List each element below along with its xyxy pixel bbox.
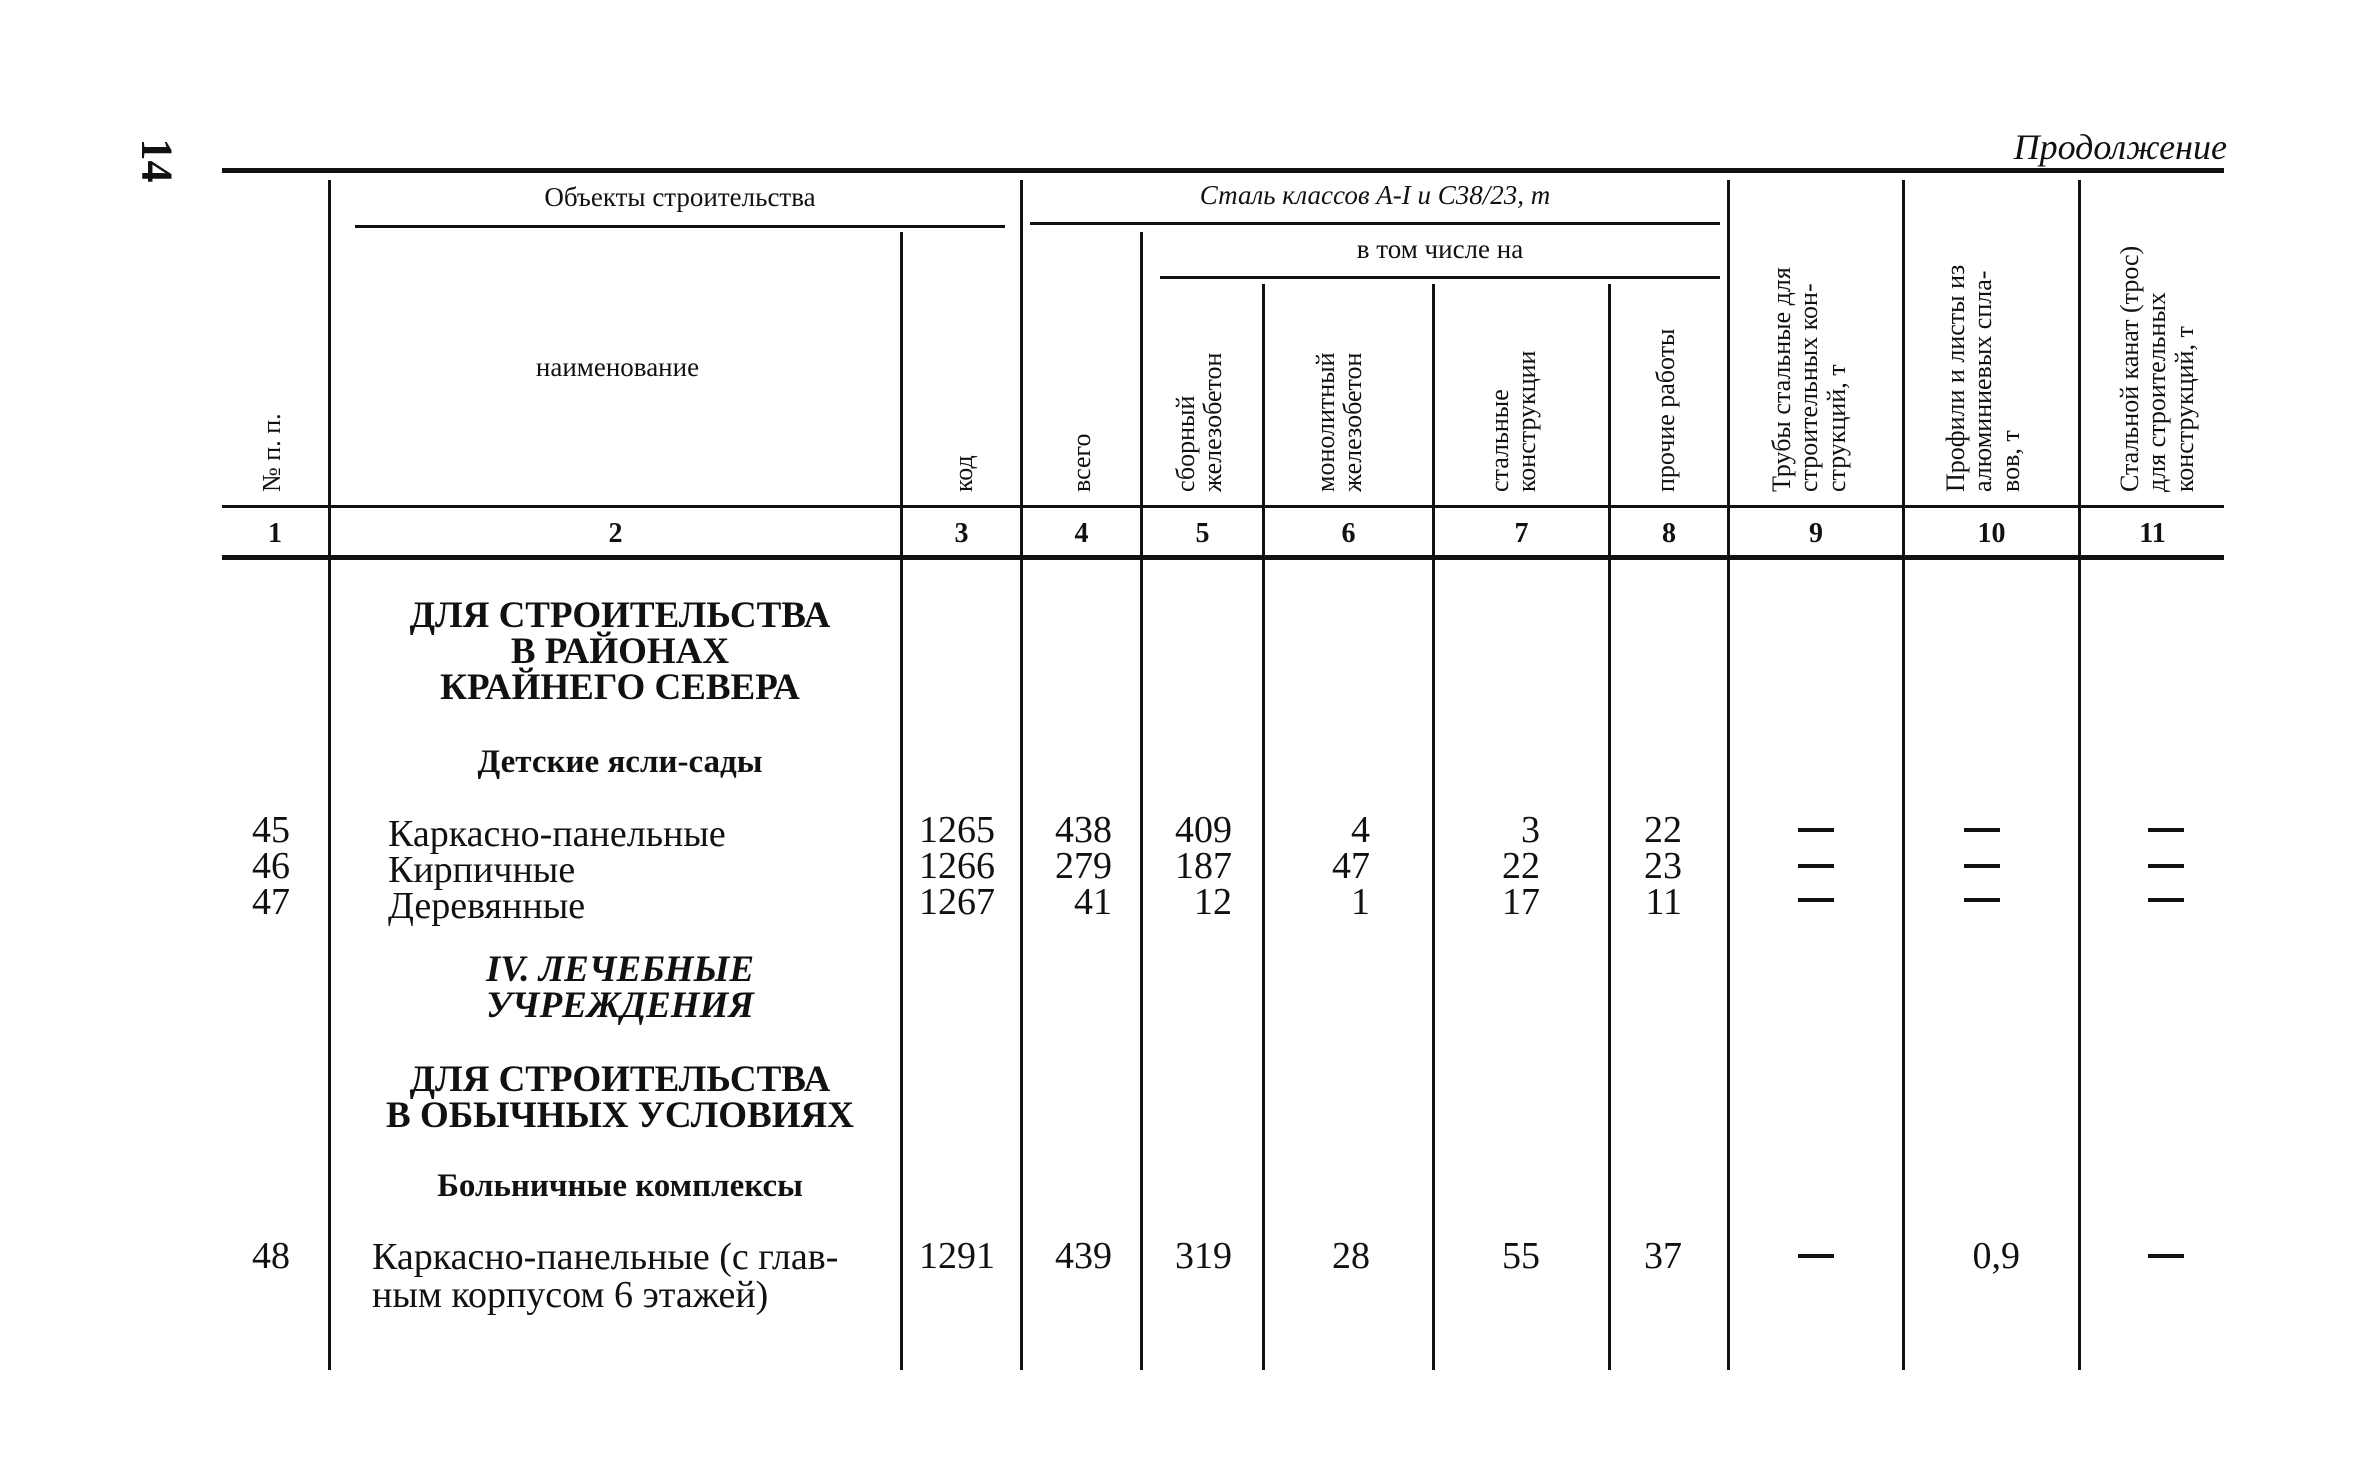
steel-group-rule xyxy=(1030,222,1720,225)
row-47-name: Деревянные xyxy=(388,885,586,927)
row-48-total: 439 xyxy=(1055,1235,1112,1277)
row-45-precast: 409 xyxy=(1175,809,1232,851)
row-45-number: 45 xyxy=(252,809,290,851)
row-48-profiles: 0,9 xyxy=(1972,1235,2020,1277)
row-45-profiles-dash xyxy=(1964,828,2000,832)
row-47-profiles-dash xyxy=(1964,898,2000,902)
continuation-label: Продолжение xyxy=(2013,127,2227,167)
header-objects-group: Объекты строительства xyxy=(544,182,816,212)
row-45-other-works: 22 xyxy=(1644,809,1682,851)
section-kindergartens: Детские ясли-сады xyxy=(477,744,763,780)
row-48-precast: 319 xyxy=(1175,1235,1232,1277)
column-number-4: 4 xyxy=(1074,518,1089,549)
row-45-total: 438 xyxy=(1055,809,1112,851)
table-top-rule xyxy=(222,168,2224,173)
col-divider-5 xyxy=(1262,284,1265,1370)
row-46-monolithic: 47 xyxy=(1332,845,1370,887)
row-48-code: 1291 xyxy=(919,1235,995,1277)
row-48-steel-structures: 55 xyxy=(1502,1235,1540,1277)
col-divider-2 xyxy=(900,232,903,1370)
section-ordinary-title: ДЛЯ СТРОИТЕЛЬСТВА В ОБЫЧНЫХ УСЛОВИЯХ xyxy=(386,1059,854,1136)
header-profiles: Профили и листы из алюминиевых спла- вов, т xyxy=(1941,264,2025,492)
row-48-monolithic: 28 xyxy=(1332,1235,1370,1277)
header-n-pp: № п. п. xyxy=(257,413,286,492)
row-46-number: 46 xyxy=(252,845,290,887)
header-including: в том числе на xyxy=(1356,234,1524,264)
header-code: код xyxy=(949,455,978,492)
column-number-10: 10 xyxy=(1977,518,2006,549)
column-number-2: 2 xyxy=(608,518,623,549)
including-rule xyxy=(1160,276,1720,279)
row-46-name: Кирпичные xyxy=(388,849,576,891)
row-48-rope-dash xyxy=(2148,1254,2184,1258)
column-number-9: 9 xyxy=(1809,518,1823,549)
header-steel-group: Сталь классов А-I и С38/23, т xyxy=(1199,180,1551,210)
row-47-number: 47 xyxy=(252,881,290,923)
row-46-precast: 187 xyxy=(1175,845,1232,887)
col-divider-6 xyxy=(1432,284,1435,1370)
page-number: 14 xyxy=(132,138,182,183)
row-47-steel-structures: 17 xyxy=(1502,881,1540,923)
row-48-other-works: 37 xyxy=(1644,1235,1682,1277)
row-48-name: Каркасно-панельные (с глав- ным корпусом 6 этажей) xyxy=(372,1236,839,1316)
header-rope: Стальной канат (трос) для строительных конструкций, т xyxy=(2115,245,2199,492)
col-divider-4 xyxy=(1140,232,1143,1370)
row-47-precast: 12 xyxy=(1194,881,1232,923)
row-46-code: 1266 xyxy=(919,845,995,887)
row-45-rope-dash xyxy=(2148,828,2184,832)
header-bottom-rule xyxy=(222,505,2224,508)
row-48-pipes-dash xyxy=(1798,1254,1834,1258)
row-45-monolithic: 4 xyxy=(1351,809,1370,851)
header-steel-structures: стальные конструкции xyxy=(1485,350,1542,492)
row-47-code: 1267 xyxy=(919,881,995,923)
column-number-7: 7 xyxy=(1514,518,1529,549)
row-46-pipes-dash xyxy=(1798,864,1834,868)
row-47-other-works: 11 xyxy=(1645,881,1682,923)
header-pipes: Трубы стальные для строительных кон- струкций, т xyxy=(1767,267,1851,492)
row-45-name: Каркасно-панельные xyxy=(388,813,726,855)
row-45-pipes-dash xyxy=(1798,828,1834,832)
column-number-11: 11 xyxy=(2139,518,2166,549)
column-number-1: 1 xyxy=(268,518,282,549)
section-hospitals: Больничные комплексы xyxy=(437,1168,803,1204)
col-divider-8 xyxy=(1727,180,1730,1370)
column-numbers-rule xyxy=(222,555,2224,560)
row-48-number: 48 xyxy=(252,1235,290,1277)
row-47-total: 41 xyxy=(1074,881,1112,923)
col-divider-1 xyxy=(328,180,331,1370)
row-46-steel-structures: 22 xyxy=(1502,845,1540,887)
header-other-works: прочие работы xyxy=(1651,328,1680,492)
row-46-total: 279 xyxy=(1055,845,1112,887)
col-divider-10 xyxy=(2078,180,2081,1370)
header-monolithic: монолитный железобетон xyxy=(1311,352,1368,492)
row-47-rope-dash xyxy=(2148,898,2184,902)
column-number-3: 3 xyxy=(954,518,969,549)
col-divider-3 xyxy=(1020,180,1023,1370)
section-north-title: ДЛЯ СТРОИТЕЛЬСТВА В РАЙОНАХ КРАЙНЕГО СЕВЕРА xyxy=(409,595,831,708)
col-divider-9 xyxy=(1902,180,1905,1370)
column-number-6: 6 xyxy=(1341,518,1356,549)
row-45-code: 1265 xyxy=(919,809,995,851)
section-medical-title: IV. ЛЕЧЕБНЫЕ УЧРЕЖДЕНИЯ xyxy=(485,949,755,1026)
row-45-steel-structures: 3 xyxy=(1521,809,1540,851)
row-46-other-works: 23 xyxy=(1644,845,1682,887)
header-precast: сборный железобетон xyxy=(1171,352,1228,492)
column-number-5: 5 xyxy=(1195,518,1210,549)
row-47-monolithic: 1 xyxy=(1351,881,1370,923)
row-46-profiles-dash xyxy=(1964,864,2000,868)
objects-group-rule xyxy=(355,225,1005,228)
row-47-pipes-dash xyxy=(1798,898,1834,902)
header-name: наименование xyxy=(535,352,700,382)
row-46-rope-dash xyxy=(2148,864,2184,868)
column-number-8: 8 xyxy=(1662,518,1676,549)
header-total: всего xyxy=(1067,433,1096,492)
